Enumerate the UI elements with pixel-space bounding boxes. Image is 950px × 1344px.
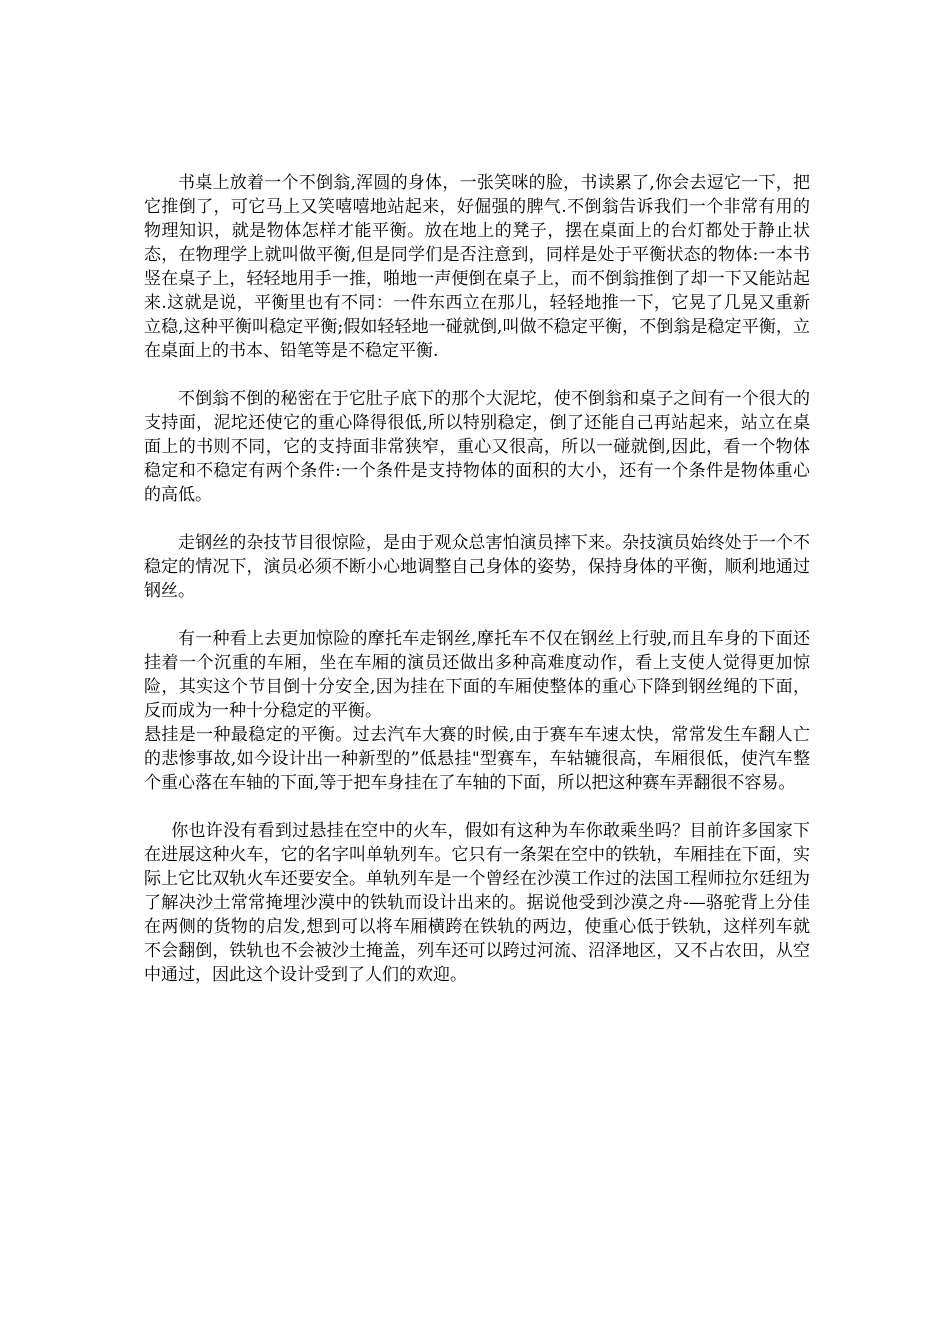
paragraph-gap bbox=[144, 603, 810, 627]
paragraph-gap bbox=[144, 363, 810, 387]
document-body bbox=[144, 171, 810, 987]
paragraph-monorail: 你也许没有看到过悬挂在空中的火车，假如有这种为车你敢乘坐吗？目前许多国家下在进展这种火车，它的名字叫单轨列车。它只有一条架在空中的铁轨，车厢挂在下面，实际上它比双轨火车还要安全。单轨列车是一个曾经在沙漠工作过的法国工程师拉尔廷纽为了解决沙土常常掩埋沙漠中的铁轨而设计出来的。据说他受到沙漠之舟-—骆驼背上分佳在两侧的货物的启发,想到可以将车厢横跨在铁轨的两边，使重心低于铁轨，这样列车就不会翻倒，铁轨也不会被沙土掩盖，列车还可以跨过河流、沼泽地区，又不占农田，从空中通过，因此这个设计受到了人们的欢迎。 bbox=[144, 821, 810, 985]
paragraph-low-suspension-car: 悬挂是一种最稳定的平衡。过去汽车大赛的时候,由于赛车车速太快，常常发生车翻人亡的悲惨事故,如今设计出一种新型的”低悬挂"型赛车，车轱辘很高，车厢很低，使汽车整个重心落在车轴的下面,等于把车身挂在了车轴的下面，所以把这种赛车弄翻很不容易。 bbox=[144, 725, 810, 793]
paragraph-gap bbox=[144, 507, 810, 531]
paragraph-tightrope: 走钢丝的杂技节目很惊险，是由于观众总害怕演员摔下来。杂技演员始终处于一个不稳定的情况下，演员必须不断小心地调整自己身体的姿势，保持身体的平衡，顺利地通过钢丝。 bbox=[144, 533, 810, 601]
paragraph-tumbler-intro: 书桌上放着一个不倒翁,浑圆的身体，一张笑咪的脸，书读累了,你会去逗它一下，把它推倒了，可它马上又笑嘻嘻地站起来，好倔强的脾气.不倒翁告诉我们一个非常有用的物理知识，就是物体怎样才能平衡。放在地上的凳子，摆在桌面上的台灯都处于静止状态，在物理学上就叫做平衡,但是同学们是否注意到，同样是处于平衡状态的物体:一本书竖在桌子上，轻轻地用手一推，啪地一声便倒在桌子上，而不倒翁推倒了却一下又能站起来.这就是说，平衡里也有不同：一件东西立在那儿，轻轻地推一下，它晃了几晃又重新立稳,这种平衡叫稳定平衡;假如轻轻地一碰就倒,叫做不稳定平衡，不倒翁是稳定平衡，立在桌面上的书本、铅笔等是不稳定平衡. bbox=[144, 173, 810, 361]
paragraph-tumbler-secret: 不倒翁不倒的秘密在于它肚子底下的那个大泥坨，使不倒翁和桌子之间有一个很大的支持面，泥坨还使它的重心降得很低,所以特别稳定，倒了还能自己再站起来，站立在桌面上的书则不同，它的支持面非常狭窄，重心又很高，所以一碰就倒,因此，看一个物体稳定和不稳定有两个条件:一个条件是支持物体的面积的大小，还有一个条件是物体重心的高低。 bbox=[144, 389, 810, 505]
paragraph-motorcycle-tightrope: 有一种看上去更加惊险的摩托车走钢丝,摩托车不仅在钢丝上行驶,而且车身的下面还挂着一个沉重的车厢，坐在车厢的演员还做出多种高难度动作，看上支使人觉得更加惊险，其实这个节目倒十分安全,因为挂在下面的车厢使整体的重心下降到钢丝绳的下面，反而成为一种十分稳定的平衡。 bbox=[144, 629, 810, 721]
paragraph-gap bbox=[144, 795, 810, 819]
